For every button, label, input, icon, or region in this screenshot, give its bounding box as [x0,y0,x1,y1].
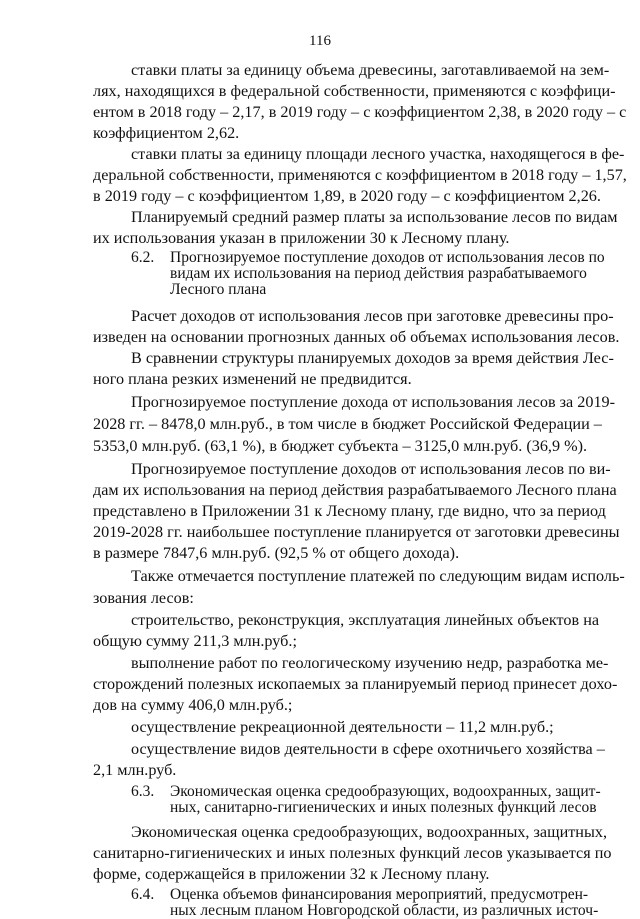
text-line: в 2019 году – с коэффициентом 1,89, в 2020 году – с коэффициентом 2,26. [93,187,601,205]
text-line: их использования указан в приложении 30 к Лесному плану. [93,229,510,247]
section-number: 6.4. [131,886,155,903]
text-line: 2028 гг. – 8478,0 млн.руб., в том числе в бюджет Российской Федерации – [93,415,602,433]
text-line: Экономическая оценка средообразующих, водоохранных, защитных, [131,823,607,841]
text-line: дам их использования на период действия разрабатываемого Лесного плана [93,481,617,499]
page-number: 116 [309,33,331,49]
text-line: деральной собственности, применяются с коэффициентом в 2018 году – 1,57, [93,166,627,184]
text-line: ного плана резких изменений не предвидится. [93,370,412,388]
text-line: зования лесов: [93,589,194,607]
text-line: Также отмечается поступление платежей по следующим видам исполь- [131,567,625,585]
text-line: Прогнозируемое поступление доходов от использования лесов по ви- [131,460,611,478]
section-number: 6.2. [131,249,155,266]
text-line: изведен на основании прогнозных данных об объемах использования лесов. [93,328,620,346]
section-heading-line: Экономическая оценка средообразующих, водоохранных, защит- [170,783,601,800]
text-line: санитарно-гигиенических и иных полезных функций лесов указывается по [93,844,612,862]
text-line: ентом в 2018 году – 2,17, в 2019 году – с коэффициентом 2,38, в 2020 году – с [93,103,627,121]
section-heading-line: ных лесным планом Новгородской области, из различных источ- [170,902,599,919]
text-line: Планируемый средний размер платы за использование лесов по видам [131,208,618,226]
text-line: 2,1 млн.руб. [93,761,177,779]
text-line: дов на сумму 406,0 млн.руб.; [93,696,293,714]
text-line: Расчет доходов от использования лесов при заготовке древесины про- [131,307,614,325]
section-heading-line: ных, санитарно-гигиенических и иных полезных функций лесов [170,799,597,816]
text-line: 2019-2028 гг. наибольшее поступление планируется от заготовки древесины [93,523,620,541]
text-line: лях, находящихся в федеральной собственности, применяются с коэффици- [93,82,616,100]
section-heading-line: Оценка объемов финансирования мероприятий, предусмотрен- [170,886,589,903]
text-line: ставки платы за единицу площади лесного участка, находящегося в фе- [131,145,625,163]
text-line: осуществление видов деятельности в сфере охотничьего хозяйства – [131,740,605,758]
text-line: ставки платы за единицу объема древесины, заготавливаемой на зем- [131,61,610,79]
text-line: строительство, реконструкция, эксплуатация линейных объектов на [131,611,600,629]
text-line: Прогнозируемое поступление дохода от использования лесов за 2019- [131,393,616,411]
text-line: В сравнении структуры планируемых доходов за время действия Лес- [131,349,614,367]
section-heading-line: видам их использования на период действия разрабатываемого [170,265,587,282]
text-line: общую сумму 211,3 млн.руб.; [93,632,297,650]
text-line: выполнение работ по геологическому изучению недр, разработка ме- [131,654,609,672]
text-line: коэффициентом 2,62. [93,124,240,142]
text-line: осуществление рекреационной деятельности – 11,2 млн.руб.; [131,718,554,736]
section-number: 6.3. [131,783,155,800]
text-line: представлено в Приложении 31 к Лесному плану, где видно, что за период [93,502,606,520]
section-heading-line: Прогнозируемое поступление доходов от использования лесов по [170,249,605,266]
text-line: 5353,0 млн.руб. (63,1 %), в бюджет субъекта – 3125,0 млн.руб. (36,9 %). [93,437,588,455]
text-line: сторождений полезных ископаемых за планируемый период принесет дохо- [93,675,618,693]
text-line: форме, содержащейся в приложении 32 к Лесному плану. [93,865,490,883]
section-heading-line: Лесного плана [170,281,267,298]
text-line: в размере 7847,6 млн.руб. (92,5 % от общего дохода). [93,544,460,562]
